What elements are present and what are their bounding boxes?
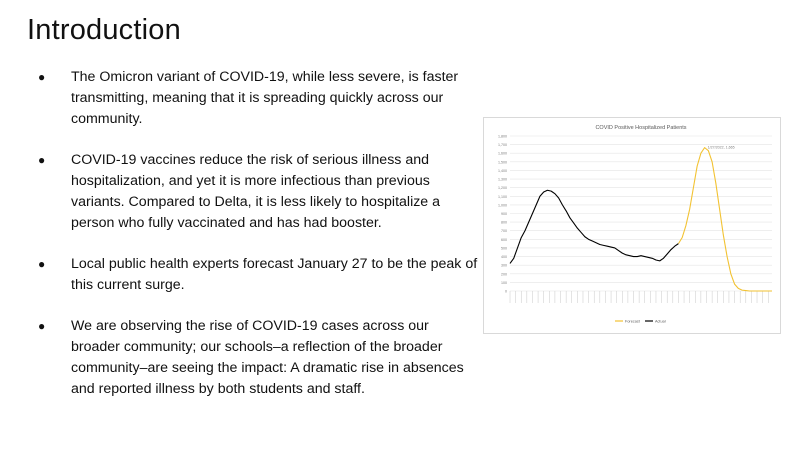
y-tick-label: 1,000 [498, 203, 507, 208]
y-tick-label: 0 [505, 289, 507, 294]
y-tick-label: 800 [501, 220, 507, 225]
bullet-text: We are observing the rise of COVID-19 cases across our broader community; our schools–a reflection of the broader community–are seeing the impact: A dramatic rise in absences and reported illness by both students and staff. [71, 318, 464, 397]
bullet-text: Local public health experts forecast January 27 to be the peak of this current surge. [71, 256, 478, 293]
bullet-item [38, 67, 478, 130]
legend-label: Forecast [625, 319, 640, 324]
y-tick-label: 1,600 [498, 151, 507, 156]
y-tick-label: 500 [501, 246, 507, 251]
y-tick-label: 400 [501, 255, 507, 260]
y-tick-label: 100 [501, 280, 507, 285]
legend-label: Actual [655, 319, 666, 324]
chart-title: COVID Positive Hospitalized Patients [595, 125, 687, 131]
peak-annotation: 1/27/2022, 1,665 [707, 145, 735, 150]
bullet-dot-icon: ● [38, 70, 46, 84]
y-tick-label: 200 [501, 272, 507, 277]
y-tick-label: 600 [501, 237, 507, 242]
bullet-list [38, 67, 478, 420]
bullet-dot-icon: ● [38, 319, 46, 333]
y-tick-label: 1,200 [498, 186, 507, 191]
y-tick-label: 1,500 [498, 160, 507, 165]
hospitalized-patients-chart [483, 117, 781, 334]
slide-title: Introduction [27, 14, 181, 46]
bullet-text: COVID-19 vaccines reduce the risk of serious illness and hospitalization, and yet it is more infectious than previous variants. Compared to Delta, it is less likely to hospitalize a person who fully vaccinated and has had booster. [71, 152, 441, 231]
bullet-dot-icon: ● [38, 153, 46, 167]
bullet-item [38, 150, 478, 234]
bullet-text: The Omicron variant of COVID-19, while less severe, is faster transmitting, meaning that it is spreading quickly across our community. [71, 69, 459, 127]
y-tick-label: 300 [501, 263, 507, 268]
y-tick-label: 700 [501, 229, 507, 234]
y-tick-label: 1,400 [498, 168, 507, 173]
y-tick-label: 1,700 [498, 143, 507, 148]
y-tick-label: 1,100 [498, 194, 507, 199]
y-tick-label: 1,800 [498, 134, 507, 139]
chart-svg [484, 118, 780, 333]
y-tick-label: 900 [501, 212, 507, 216]
bullet-item [38, 316, 478, 400]
y-tick-label: 1,300 [498, 177, 507, 182]
series-line-actual [510, 190, 678, 263]
bullet-dot-icon: ● [38, 257, 46, 271]
bullet-item [38, 254, 478, 296]
